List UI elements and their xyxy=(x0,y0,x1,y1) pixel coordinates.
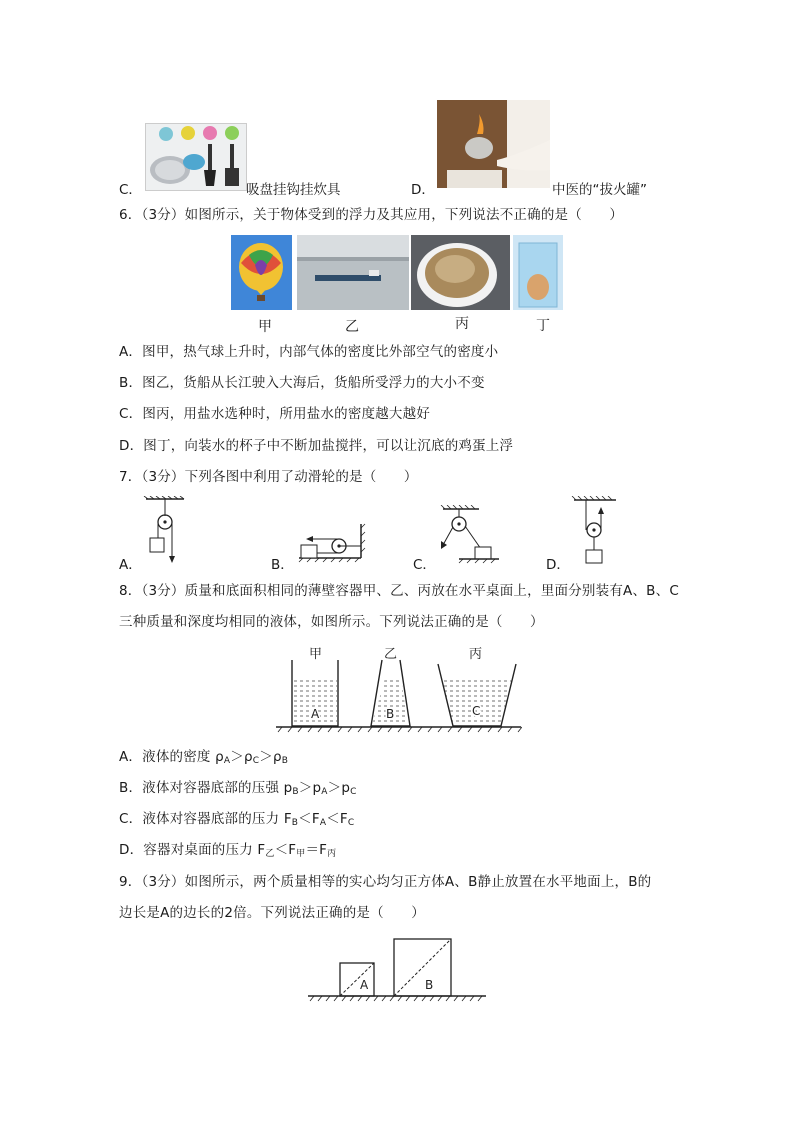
q8-option-b: B．液体对容器底部的压强 $p_B>p_A>p_C$ xyxy=(119,780,357,797)
q8-stem-line2: 三种质量和深度均相同的液体，如图所示。下列说法正确的是（ ） xyxy=(119,614,544,630)
q6-caption-jia: 甲 xyxy=(258,319,272,335)
q7-stem: 7．（3分）下列各图中利用了动滑轮的是（ ） xyxy=(119,469,418,485)
pulley-diagram-a xyxy=(140,496,190,568)
photo-cupping-therapy xyxy=(437,100,550,188)
q8-option-c: C．液体对容器底部的压力 $F_B<F_A<F_C$ xyxy=(119,811,355,828)
q8-option-d: D．容器对桌面的压力 $F_乙<F_甲=F_丙$ xyxy=(119,842,337,859)
cube-label-b: B xyxy=(425,978,434,992)
q7-label-c: C． xyxy=(413,557,436,573)
cubes-diagram xyxy=(308,936,488,1006)
q5-option-d-text: 中医的“拔火罐” xyxy=(552,182,647,198)
photo-salt-water-seeds xyxy=(411,235,510,310)
photo-suction-hooks xyxy=(145,123,247,191)
q6-option-a: A．图甲，热气球上升时，内部气体的密度比外部空气的密度小 xyxy=(119,344,499,360)
q5-option-c-text: 吸盘挂钩挂炊具 xyxy=(246,182,341,198)
q9-stem-line1: 9．（3分）如图所示，两个质量相等的实心均匀正方体A、B静止放置在水平地面上，B的 xyxy=(119,874,652,890)
q6-option-d: D．图丁，向装水的杯子中不断加盐搅拌，可以让沉底的鸡蛋上浮 xyxy=(119,438,514,454)
cube-label-a: A xyxy=(360,978,369,992)
q6-caption-yi: 乙 xyxy=(345,319,359,335)
photo-hot-air-balloon xyxy=(231,235,292,310)
container-label-bing: 丙 xyxy=(469,647,483,662)
liquid-label-b: B xyxy=(386,707,395,721)
q5-option-c-letter: C． xyxy=(119,182,142,198)
q6-caption-bing: 丙 xyxy=(455,316,469,332)
q7-label-a: A． xyxy=(119,557,142,573)
pulley-diagram-d xyxy=(570,496,620,566)
liquid-label-a: A xyxy=(311,707,320,721)
q6-option-c: C．图丙，用盐水选种时，所用盐水的密度越大越好 xyxy=(119,406,431,422)
q9-stem-line2: 边长是A的边长的2倍。下列说法正确的是（ ） xyxy=(119,905,425,921)
q8-stem-line1: 8．（3分）质量和底面积相同的薄壁容器甲、乙、丙放在水平桌面上，里面分别装有A、B、C xyxy=(119,583,679,599)
q5-option-d-letter: D． xyxy=(411,182,435,198)
q6-stem: 6．（3分）如图所示，关于物体受到的浮力及其应用，下列说法不正确的是（ ） xyxy=(119,207,624,223)
q7-label-d: D． xyxy=(546,557,570,573)
container-label-jia: 甲 xyxy=(309,647,323,662)
container-label-yi: 乙 xyxy=(384,647,398,662)
photo-cargo-ship xyxy=(297,235,409,310)
liquid-label-c: C xyxy=(472,704,481,718)
photo-egg-in-water xyxy=(513,235,563,310)
q8-option-a: A．液体的密度 $\rho_A>\rho_C>\rho_B$ xyxy=(119,749,289,766)
pulley-diagram-b xyxy=(295,518,375,566)
q6-caption-ding: 丁 xyxy=(536,318,550,334)
containers-diagram xyxy=(276,644,522,734)
q6-option-b: B．图乙，货船从长江驶入大海后，货船所受浮力的大小不变 xyxy=(119,375,485,391)
q7-label-b: B． xyxy=(271,557,294,573)
pulley-diagram-c xyxy=(433,505,505,567)
